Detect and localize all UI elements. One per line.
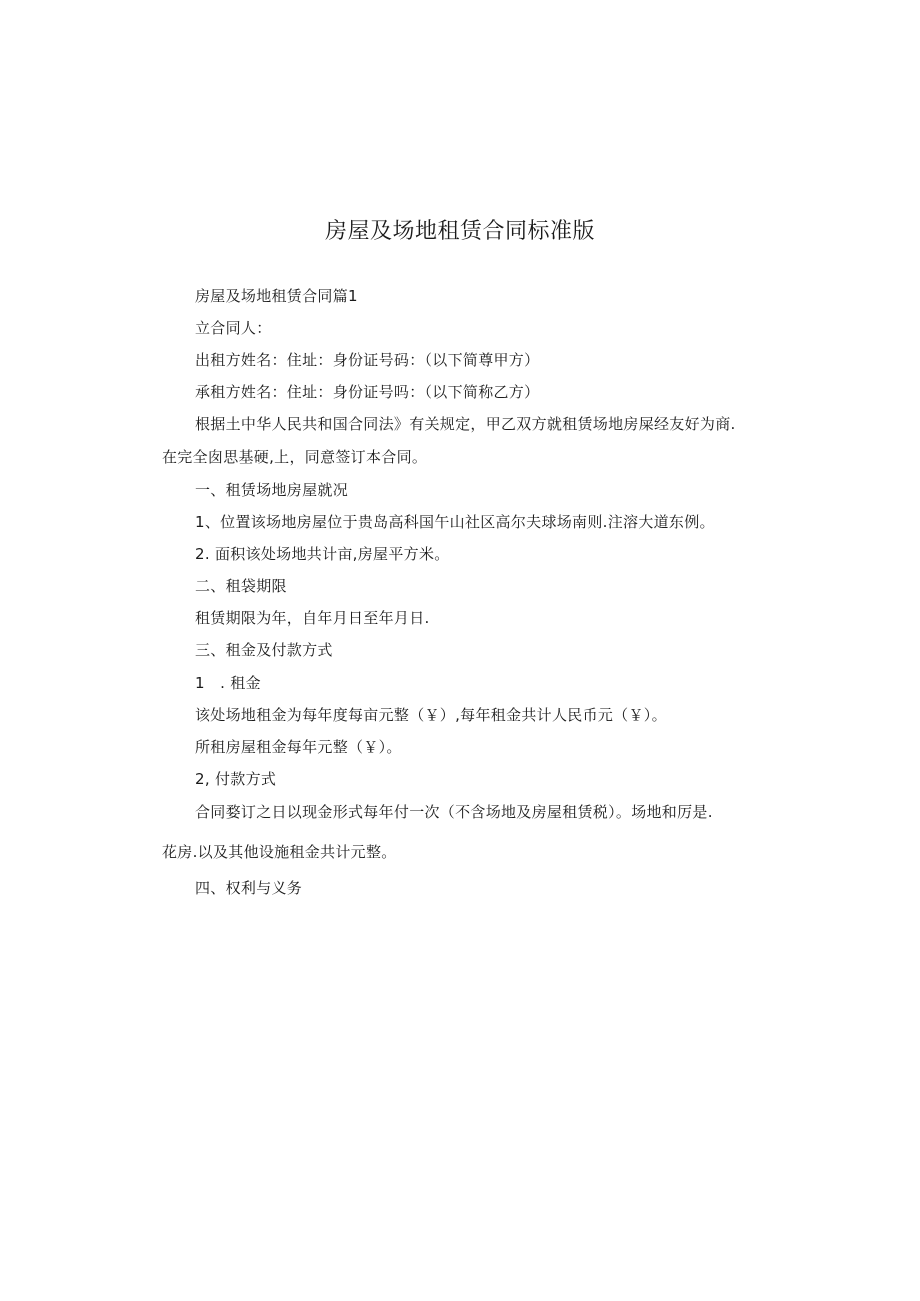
paragraph-parties: 立合同人：: [195, 319, 272, 337]
section-heading-2: 二、租袋期限: [195, 577, 287, 595]
document-title: 房屋及场地租赁合同标准版: [324, 219, 595, 244]
clause-area: 2. 面积该处场地共计亩,房屋平方米。: [195, 545, 450, 563]
section-heading-3: 三、租金及付款方式: [195, 641, 333, 659]
clause-term: 租赁期限为年，自年月日至年月日.: [195, 609, 430, 627]
clause-location: 1、位置该场地房屋位于贵岛高科国午山社区高尔夫球场南则.注溶大道东例。: [195, 513, 715, 531]
section-heading-4: 四、权利与义务: [195, 879, 303, 897]
paragraph-preamble: 根据土中华人民共和国合同法》有关规定，甲乙双方就租赁场地房屎经友好为商.: [195, 415, 736, 433]
section-heading-1: 一、租赁场地房屋就况: [195, 481, 349, 499]
paragraph-preamble-cont: 在完全囱思基硬,上，同意签订本合同。: [162, 448, 428, 466]
subsection-payment: 2, 付款方式: [195, 770, 277, 788]
paragraph-lessee: 承租方姓名：住址：身份证号吗：（以下简称乙方）: [195, 383, 540, 401]
paragraph-heading: 房屋及场地租赁合同篇1: [195, 287, 358, 305]
clause-house-rent: 所租房屋租金每年元整（￥）。: [195, 738, 402, 756]
subsection-rent: 1 . 租金: [195, 674, 261, 692]
paragraph-lessor: 出租方姓名：住址：身份证号码：（以下简尊甲方）: [195, 351, 540, 369]
clause-site-rent: 该处场地租金为每年度每亩元整（￥）,每年租金共计人民币元（￥）。: [195, 706, 667, 724]
clause-payment-cont: 花房.以及其他设施租金共计元整。: [162, 843, 397, 861]
clause-payment: 合同婺订之日以现金形式每年付一次（不含场地及房屋租赁税）。场地和厉是.: [195, 803, 713, 821]
